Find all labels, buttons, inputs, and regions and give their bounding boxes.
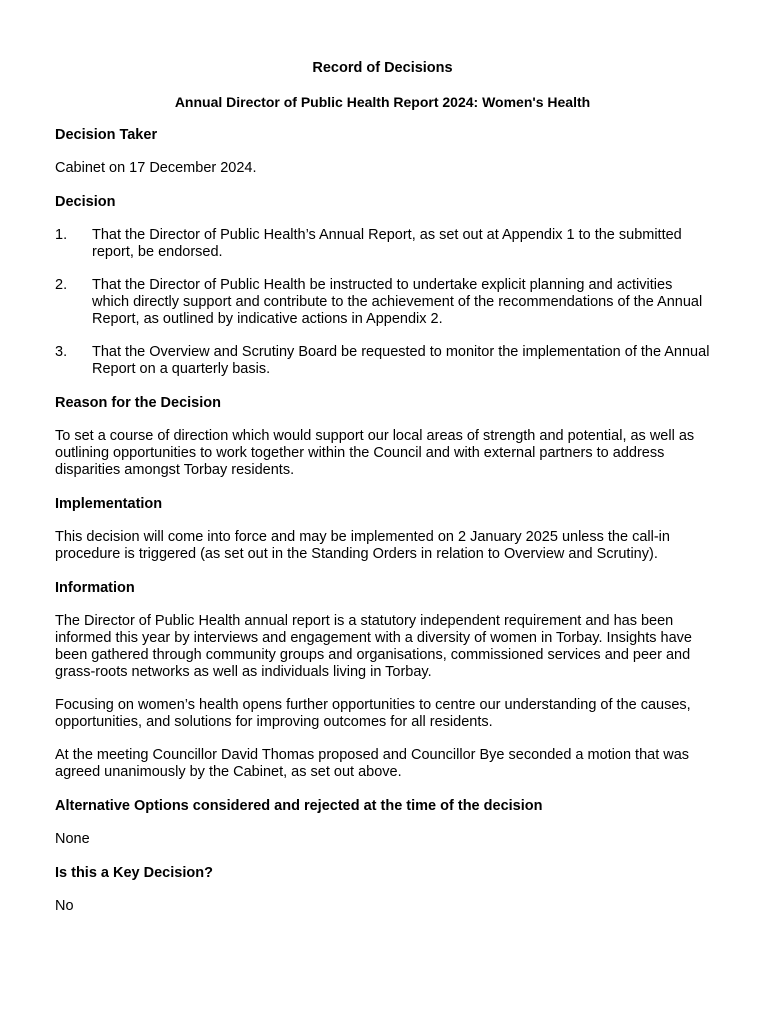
- decision-item-text: That the Director of Public Health’s Annual Report, as set out at Appendix 1 to the submitted report, be endorsed.: [92, 227, 682, 260]
- reason-text: To set a course of direction which would support our local areas of strength and potential, as well as outlining opportunities to work together within the Council and with external partners to address disparities amongst Torbay residents.: [55, 428, 695, 478]
- decision-list: [55, 227, 710, 378]
- decision-taker-text: Cabinet on 17 December 2024.: [55, 160, 257, 176]
- decision-item-number: 2.: [55, 277, 68, 293]
- implementation-heading: Implementation: [55, 496, 163, 512]
- document-body: [55, 126, 710, 931]
- decision-item-text: That the Director of Public Health be instructed to undertake explicit planning and activities which directly support and contribute to the achievement of the recommendations of the Annual Report, as outlined by indicative actions in Appendix 2.: [92, 277, 703, 327]
- information-paragraph: At the meeting Councillor David Thomas proposed and Councillor Bye seconded a motion that was agreed unanimously by the Cabinet, as set out above.: [55, 747, 690, 780]
- alternative-options-heading: Alternative Options considered and rejected at the time of the decision: [55, 798, 543, 814]
- decision-item: [55, 277, 710, 328]
- reason-heading: Reason for the Decision: [55, 395, 221, 411]
- information-heading: Information: [55, 580, 135, 596]
- decision-taker-heading: Decision Taker: [55, 127, 158, 143]
- decision-item: [55, 227, 710, 261]
- key-decision-text: No: [55, 898, 74, 914]
- information-paragraph: The Director of Public Health annual report is a statutory independent requirement and has been informed this year by interviews and engagement with a diversity of women in Torbay. Insights have been gathered through community groups and organisations, commissioned services and peer and grass-roots networks as well as individuals living in Torbay.: [55, 613, 692, 680]
- information-paragraph: Focusing on women’s health opens further opportunities to centre our understanding of the causes, opportunities, and solutions for improving outcomes for all residents.: [55, 697, 691, 730]
- alternative-options-text: None: [55, 831, 90, 847]
- key-decision-heading: Is this a Key Decision?: [55, 865, 213, 881]
- implementation-text: This decision will come into force and may be implemented on 2 January 2025 unless the call-in procedure is triggered (as set out in the Standing Orders in relation to Overview and Scrutiny).: [55, 529, 670, 562]
- decision-item-text: That the Overview and Scrutiny Board be requested to monitor the implementation of the Annual Report on a quarterly basis.: [92, 344, 710, 377]
- decision-item-number: 3.: [55, 344, 68, 360]
- decision-item: [55, 344, 710, 378]
- document-title: Record of Decisions: [312, 60, 453, 76]
- decision-heading: Decision: [55, 194, 116, 210]
- document-subtitle: Annual Director of Public Health Report 2024: Women's Health: [174, 94, 591, 110]
- decision-item-number: 1.: [55, 227, 68, 243]
